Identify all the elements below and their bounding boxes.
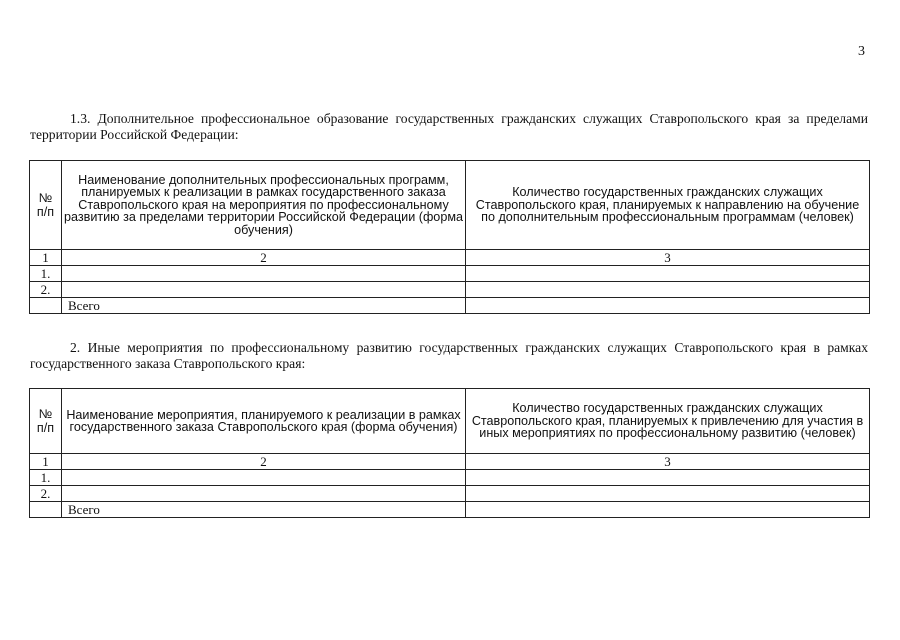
total-row	[30, 298, 870, 314]
row-number: 1.	[30, 470, 62, 486]
total-qty-cell	[466, 298, 870, 314]
row-name-cell	[62, 486, 466, 502]
row-qty-cell	[466, 470, 870, 486]
column-numbers-row	[30, 454, 870, 470]
table-row	[30, 282, 870, 298]
total-label: Всего	[62, 502, 466, 518]
row-name-cell	[62, 470, 466, 486]
section1-table	[29, 160, 870, 314]
table-header-row	[30, 161, 870, 250]
header-quantity: Количество государственных гражданских служащих Ставропольского края, планируемых к привлечению для участия в иных мероприятиях по профессиональному развитию (человек)	[466, 389, 870, 454]
header-program-name: Наименование дополнительных профессиональных программ, планируемых к реализации в рамках государственного заказа Ставропольского края на мероприятия по профессиональному развитию за пределами территории Российской Федерации (форма обучения)	[62, 161, 466, 250]
table-row	[30, 486, 870, 502]
header-num: № п/п	[30, 161, 62, 250]
section2-table	[29, 388, 870, 518]
header-event-name: Наименование мероприятия, планируемого к реализации в рамках государственного заказа Ставропольского края (форма обучения)	[62, 389, 466, 454]
row-qty-cell	[466, 266, 870, 282]
column-number: 2	[62, 250, 466, 266]
table-header-row	[30, 389, 870, 454]
total-qty-cell	[466, 502, 870, 518]
row-name-cell	[62, 282, 466, 298]
column-number: 2	[62, 454, 466, 470]
section1-paragraph: 1.3. Дополнительное профессиональное образование государственных гражданских служащих Ставропольского края за пределами территории Российской Федерации:	[30, 111, 868, 142]
table-row	[30, 470, 870, 486]
table-row	[30, 266, 870, 282]
total-label: Всего	[62, 298, 466, 314]
row-name-cell	[62, 266, 466, 282]
column-number: 1	[30, 250, 62, 266]
column-number: 3	[466, 250, 870, 266]
row-number: 1.	[30, 266, 62, 282]
column-number: 3	[466, 454, 870, 470]
total-num-cell	[30, 298, 62, 314]
column-number: 1	[30, 454, 62, 470]
row-qty-cell	[466, 486, 870, 502]
column-numbers-row	[30, 250, 870, 266]
page-number: 3	[858, 44, 865, 59]
header-quantity: Количество государственных гражданских служащих Ставропольского края, планируемых к направлению на обучение по дополнительным профессиональным программам (человек)	[466, 161, 870, 250]
row-qty-cell	[466, 282, 870, 298]
row-number: 2.	[30, 486, 62, 502]
total-row	[30, 502, 870, 518]
total-num-cell	[30, 502, 62, 518]
section2-paragraph: 2. Иные мероприятия по профессиональному развитию государственных гражданских служащих Ставропольского края в рамках государственного заказа Ставропольского края:	[30, 340, 868, 371]
row-number: 2.	[30, 282, 62, 298]
header-num: № п/п	[30, 389, 62, 454]
